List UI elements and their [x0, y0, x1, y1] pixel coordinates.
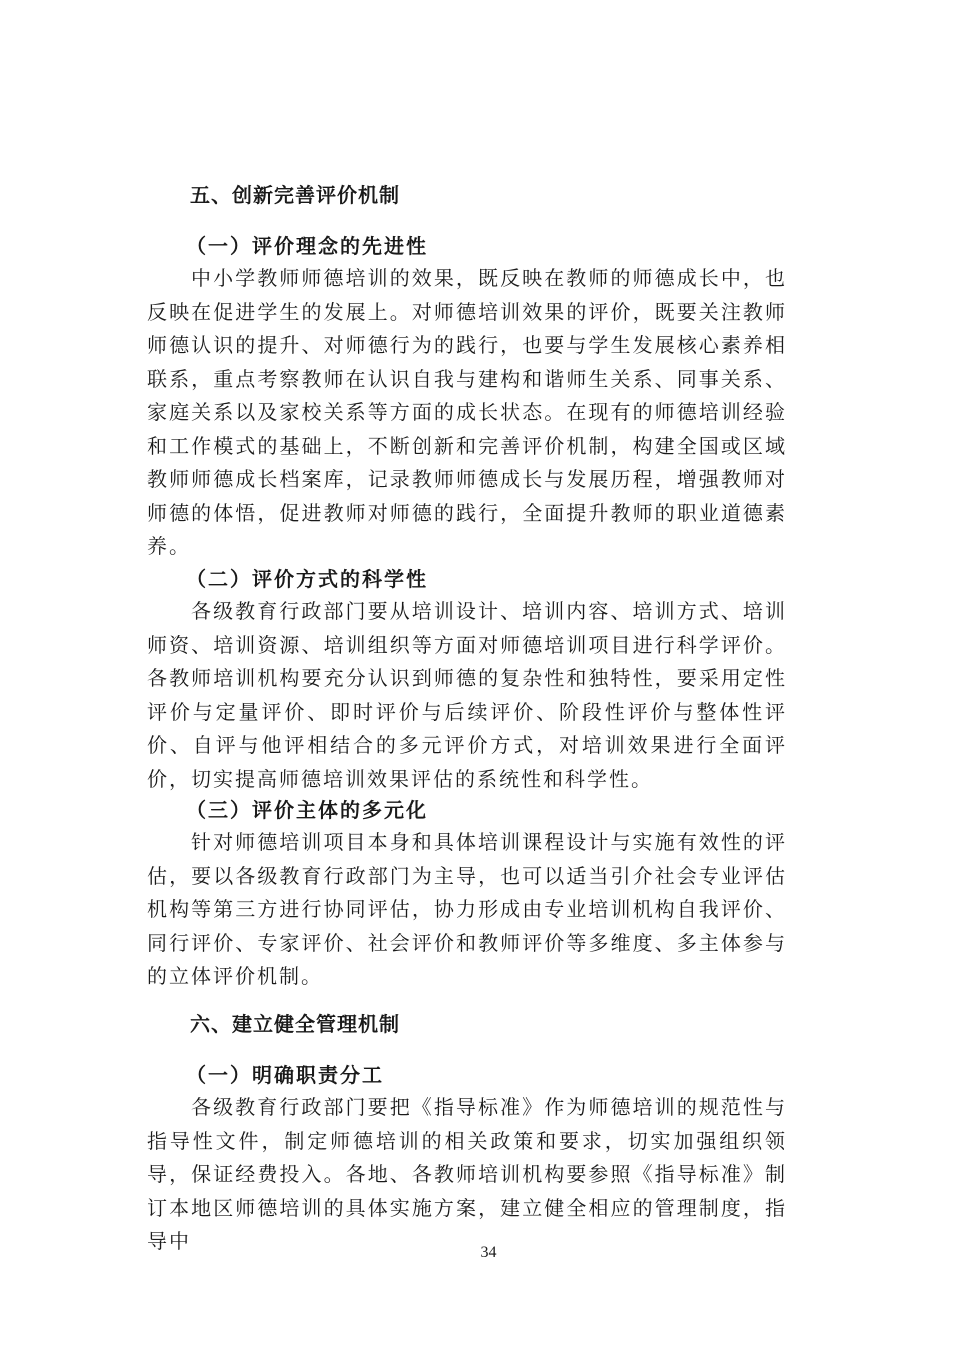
section-5-subsection-3-paragraph: 针对师德培训项目本身和具体培训课程设计与实施有效性的评估，要以各级教育行政部门为主导，也可以适当引介社会专业评估机构等第三方进行协同评估，协力形成由专业培训机构自我评价、同行评价、专家评价、社会评价和教师评价等多维度、多主体参与的立体评价机制。	[147, 830, 787, 988]
section-6-heading: 六、建立健全管理机制	[190, 1012, 400, 1036]
section-5-subsection-1-heading: （一）评价理念的先进性	[186, 234, 428, 258]
section-5-subsection-1-paragraph: 中小学教师师德培训的效果，既反映在教师的师德成长中，也反映在促进学生的发展上。对师德培训效果的评价，既要关注教师师德认识的提升、对师德行为的践行，也要与学生发展核心素养相联系，重点考察教师在认识自我与建构和谐师生关系、同事关系、家庭关系以及家校关系等方面的成长状态。在现有的师德培训经验和工作模式的基础上，不断创新和完善评价机制，构建全国或区域教师师德成长档案库，记录教师师德成长与发展历程，增强教师对师德的体悟，促进教师对师德的践行，全面提升教师的职业道德素养。	[147, 266, 787, 558]
section-5-subsection-2-paragraph: 各级教育行政部门要从培训设计、培训内容、培训方式、培训师资、培训资源、培训组织等方面对师德培训项目进行科学评价。各教师培训机构要充分认识到师德的复杂性和独特性，要采用定性评价与定量评价、即时评价与后续评价、阶段性评价与整体性评价、自评与他评相结合的多元评价方式，对培训效果进行全面评价，切实提高师德培训效果评估的系统性和科学性。	[147, 599, 787, 791]
section-6-subsection-1-paragraph: 各级教育行政部门要把《指导标准》作为师德培训的规范性与指导性文件，制定师德培训的相关政策和要求，切实加强组织领导，保证经费投入。各地、各教师培训机构要参照《指导标准》制订本地区师德培训的具体实施方案，建立健全相应的管理制度，指导中	[147, 1095, 787, 1253]
section-6-subsection-1-heading: （一）明确职责分工	[186, 1063, 384, 1087]
section-5-heading: 五、创新完善评价机制	[190, 183, 400, 207]
page-number: 34	[480, 1244, 497, 1261]
section-5-subsection-2-heading: （二）评价方式的科学性	[186, 567, 428, 591]
section-5-subsection-3-heading: （三）评价主体的多元化	[186, 798, 428, 822]
